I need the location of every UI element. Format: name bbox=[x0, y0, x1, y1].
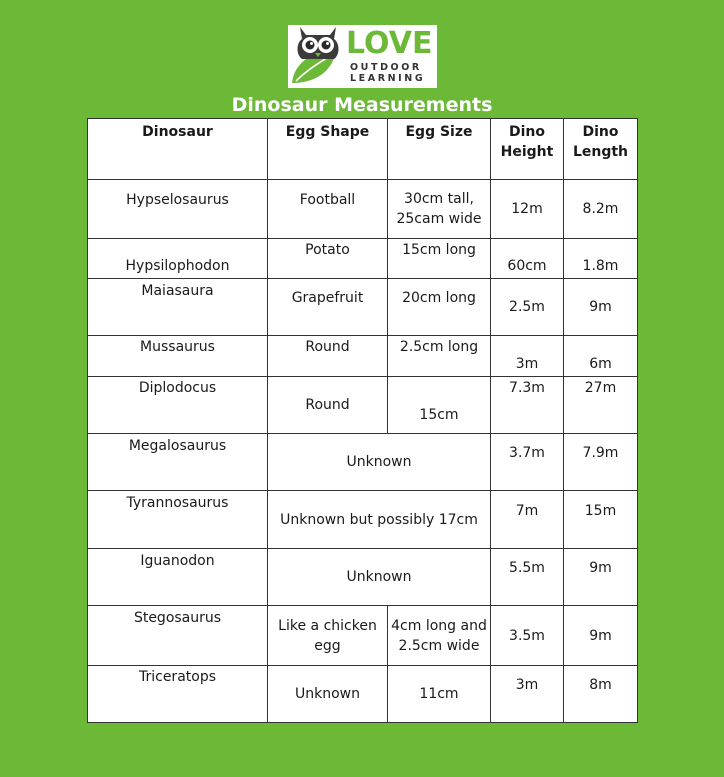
logo-wordmark-outdoor: OUTDOOR bbox=[350, 62, 422, 73]
cell-length: 8m bbox=[564, 666, 638, 723]
header-egg-size: Egg Size bbox=[388, 119, 491, 180]
table-row bbox=[88, 180, 638, 239]
cell-length: 9m bbox=[564, 549, 638, 606]
cell-height: 60cm bbox=[491, 239, 564, 279]
page-title: Dinosaur Measurements bbox=[231, 94, 493, 116]
owl-leaf-icon bbox=[288, 25, 348, 88]
cell-height: 3.5m bbox=[491, 606, 564, 666]
table-row bbox=[88, 606, 638, 666]
cell-length: 1.8m bbox=[564, 239, 638, 279]
cell-egg-size: 20cm long bbox=[388, 279, 491, 336]
cell-dinosaur: Mussaurus bbox=[88, 336, 268, 377]
cell-height: 5.5m bbox=[491, 549, 564, 606]
cell-height: 2.5m bbox=[491, 279, 564, 336]
cell-egg-shape: Grapefruit bbox=[268, 279, 388, 336]
cell-egg-shape: Unknown bbox=[268, 666, 388, 723]
cell-length: 9m bbox=[564, 279, 638, 336]
cell-dinosaur: Stegosaurus bbox=[88, 606, 268, 666]
table-row bbox=[88, 279, 638, 336]
cell-dinosaur: Triceratops bbox=[88, 666, 268, 723]
cell-height: 12m bbox=[491, 180, 564, 239]
cell-egg-size: 2.5cm long bbox=[388, 336, 491, 377]
cell-length: 27m bbox=[564, 377, 638, 434]
cell-egg-shape: Round bbox=[268, 377, 388, 434]
table-row bbox=[88, 377, 638, 434]
header-dinosaur: Dinosaur bbox=[88, 119, 268, 180]
logo-wordmark-love: LOVE bbox=[346, 26, 433, 61]
cell-egg-shape: Potato bbox=[268, 239, 388, 279]
cell-dinosaur: Maiasaura bbox=[88, 279, 268, 336]
table-row bbox=[88, 549, 638, 606]
cell-height: 3.7m bbox=[491, 434, 564, 491]
cell-egg-merged: Unknown bbox=[268, 434, 491, 491]
cell-dinosaur: Hypselosaurus bbox=[88, 180, 268, 239]
cell-dinosaur: Tyrannosaurus bbox=[88, 491, 268, 549]
cell-height: 3m bbox=[491, 666, 564, 723]
cell-egg-shape: Football bbox=[268, 180, 388, 239]
header-egg-shape: Egg Shape bbox=[268, 119, 388, 180]
table-row bbox=[88, 434, 638, 491]
cell-height: 7.3m bbox=[491, 377, 564, 434]
cell-length: 9m bbox=[564, 606, 638, 666]
cell-dinosaur: Iguanodon bbox=[88, 549, 268, 606]
logo-wordmark-learning: LEARNING bbox=[350, 73, 426, 84]
cell-height: 7m bbox=[491, 491, 564, 549]
header-dino-height: Dino Height bbox=[491, 119, 564, 180]
logo bbox=[288, 25, 437, 88]
table-header-row bbox=[88, 119, 638, 180]
table-row bbox=[88, 336, 638, 377]
cell-length: 6m bbox=[564, 336, 638, 377]
cell-dinosaur: Hypsilophodon bbox=[88, 239, 268, 279]
cell-egg-merged: Unknown but possibly 17cm bbox=[268, 491, 491, 549]
cell-egg-size: 15cm bbox=[388, 377, 491, 434]
cell-dinosaur: Megalosaurus bbox=[88, 434, 268, 491]
dinosaur-table bbox=[87, 118, 638, 723]
header-dino-length: Dino Length bbox=[564, 119, 638, 180]
cell-height: 3m bbox=[491, 336, 564, 377]
table-row bbox=[88, 239, 638, 279]
table-row bbox=[88, 491, 638, 549]
cell-length: 7.9m bbox=[564, 434, 638, 491]
cell-egg-size: 15cm long bbox=[388, 239, 491, 279]
table-row bbox=[88, 666, 638, 723]
cell-dinosaur: Diplodocus bbox=[88, 377, 268, 434]
cell-length: 15m bbox=[564, 491, 638, 549]
cell-egg-shape: Like a chicken egg bbox=[268, 606, 388, 666]
cell-egg-size: 30cm tall, 25cam wide bbox=[388, 180, 491, 239]
cell-egg-size: 11cm bbox=[388, 666, 491, 723]
cell-length: 8.2m bbox=[564, 180, 638, 239]
cell-egg-size: 4cm long and 2.5cm wide bbox=[388, 606, 491, 666]
cell-egg-merged: Unknown bbox=[268, 549, 491, 606]
cell-egg-shape: Round bbox=[268, 336, 388, 377]
